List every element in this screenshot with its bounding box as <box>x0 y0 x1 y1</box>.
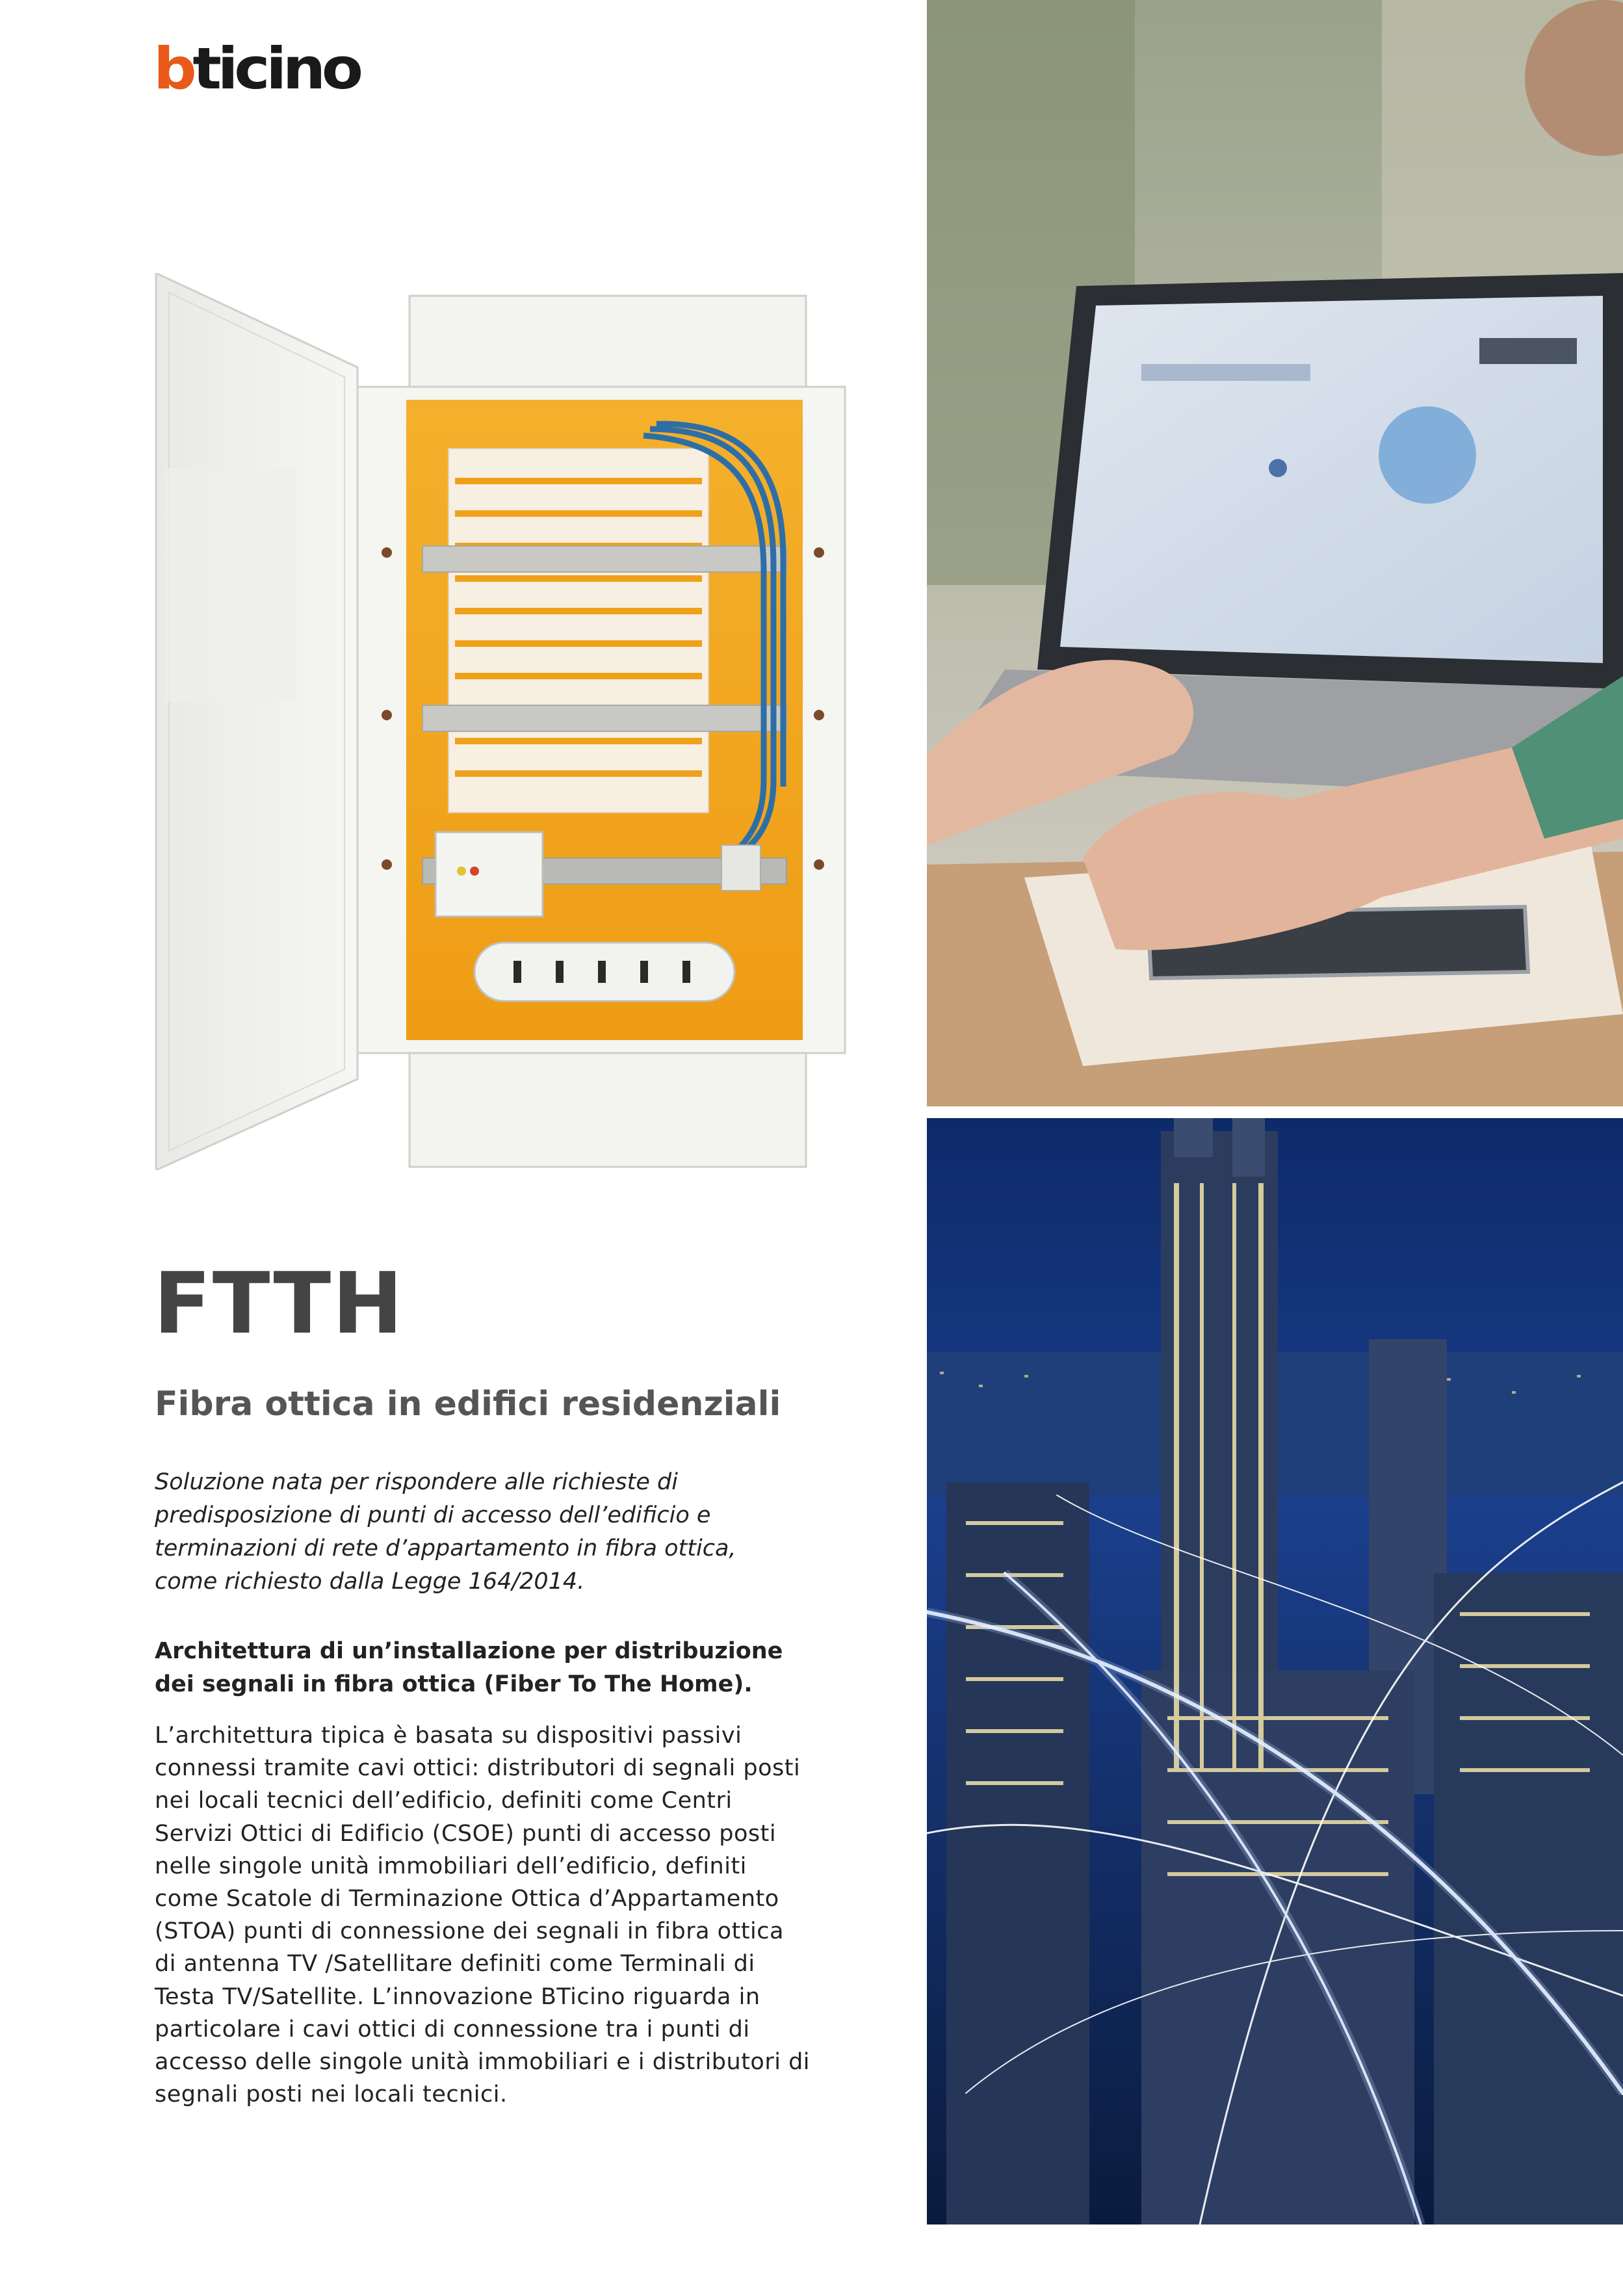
city-night-photo <box>927 1118 1623 2224</box>
page-subtitle: Fibra ottica in edifici residenziali <box>155 1385 781 1424</box>
section-heading: Architettura di un’installazione per distribuzione dei segnali in fibra ottica (Fiber To The Home). <box>155 1638 783 1697</box>
page-title: FTTH <box>153 1254 404 1353</box>
laptop-photo <box>927 0 1623 1106</box>
intro-paragraph: Soluzione nata per rispondere alle richieste di predisposizione di punti di accesso dell’edificio e terminazioni di rete d’appartamento in fibra ottica, come richiesto dalla Legge 164/2014. <box>155 1469 736 1595</box>
section-body: L’architettura tipica è basata su dispositivi passivi connessi tramite cavi ottici: distributori di segnali posti nei locali tecnici dell’edificio, definiti come Centri Servizi Ottici di Edificio (CSOE) punti di accesso posti nelle singole unità immobiliari dell’edificio, definiti come Scatole di Terminazione Ottica d’Appartamento (STOA) punti di connessione dei segnali in fibra ottica di antenna TV /Satellitare definiti come Terminali di Testa TV/Satellite. L’innovazione BTicino riguarda in particolare i cavi ottici di connessione tra i punti di accesso delle singole unità immobiliari e i distributori di segnali posti nei locali tecnici. <box>155 1723 811 2108</box>
product-cabinet-image <box>149 273 851 1170</box>
bticino-logo: bticino <box>153 35 359 102</box>
